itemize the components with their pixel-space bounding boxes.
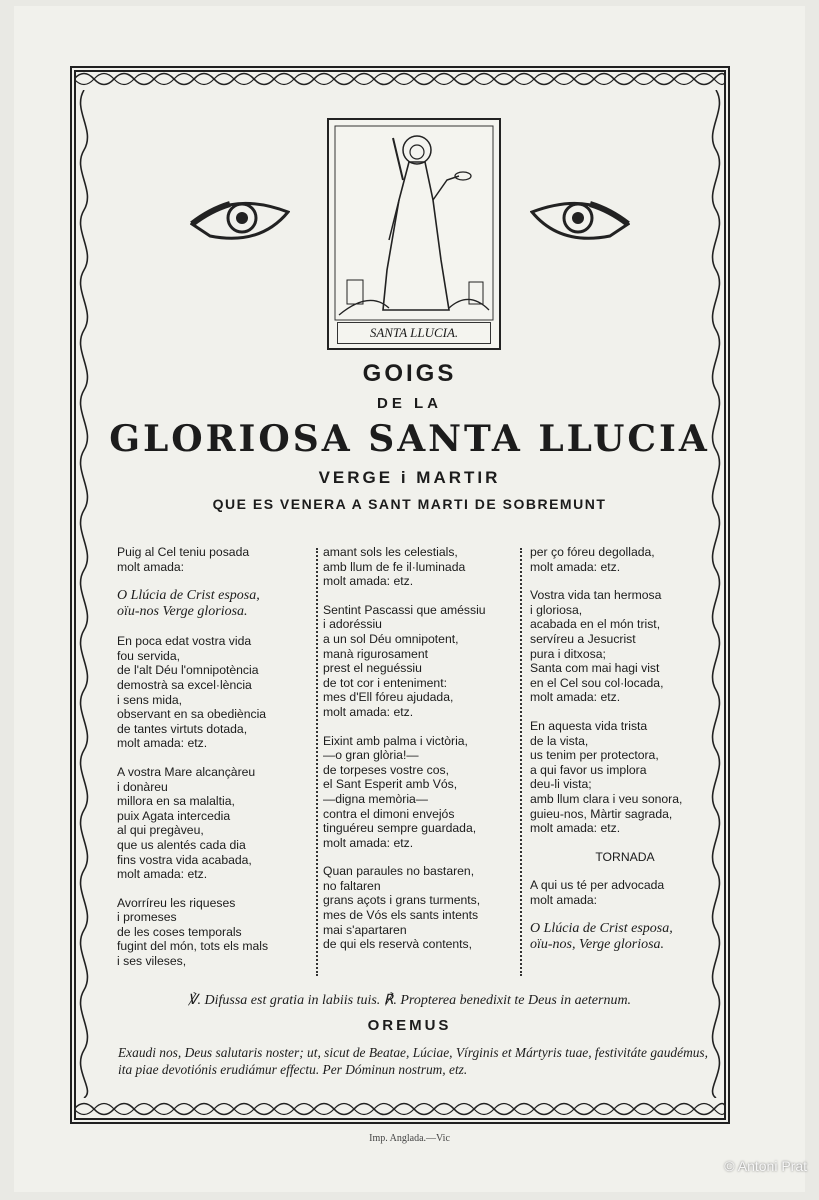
verse-line: mai s'apartaren <box>323 922 407 937</box>
verse-line: de l'alt Déu l'omnipotència <box>117 663 259 678</box>
verse-line: manà rigurosament <box>323 646 428 661</box>
verse-line: oïu-nos, Verge gloriosa. <box>530 937 665 953</box>
verse-line: molt amada: etz. <box>323 574 414 589</box>
versicle-response: ℣. Difussa est gratia in labiis tuis. ℟. Propterea benedixit te Deus in aeternum. <box>187 993 632 1008</box>
stanza-gap <box>117 751 317 765</box>
title-main: GLORIOSA SANTA LLUCIA <box>109 418 710 460</box>
verse-line: oïu-nos Verge gloriosa. <box>117 604 248 620</box>
saint-woodcut-image <box>327 118 501 350</box>
verse-line: —digna memòria— <box>323 791 428 806</box>
verse-line: Eixint amb palma i victòria, <box>323 733 468 748</box>
verse-line: al qui pregàveu, <box>117 823 204 838</box>
stanza-gap <box>117 882 317 896</box>
printer-imprint: Imp. Anglada.—Vic <box>369 1133 450 1144</box>
verse-line: Sentint Pascassi que améssiu <box>323 602 486 617</box>
verse-line: En aquesta vida trista <box>530 718 648 733</box>
column-separator <box>316 548 318 976</box>
stanza-gap <box>530 836 720 850</box>
verse-line: prest el neguéssiu <box>323 661 422 676</box>
verse-line: Puig al Cel teniu posada <box>117 545 250 559</box>
stanza-gap <box>117 620 317 634</box>
title-de-la: DE LA <box>377 395 442 412</box>
verse-line: el Sant Esperit amb Vós, <box>323 777 458 792</box>
stanza-gap <box>323 589 523 603</box>
verse-line: grans açots i grans turments, <box>323 893 481 908</box>
verse-line: i gloriosa, <box>530 602 583 617</box>
stanza-gap <box>117 574 317 588</box>
stanza-gap <box>530 705 720 719</box>
verse-line: de tot cor i enteniment: <box>323 675 447 690</box>
stanza-gap <box>323 850 523 864</box>
stanza-gap <box>530 574 720 588</box>
verse-line: de la vista, <box>530 733 589 748</box>
floral-border-left <box>72 90 96 1098</box>
verse-line: —o gran glòria!— <box>323 748 419 763</box>
verse-line: molt amada: etz. <box>117 736 208 751</box>
verse-column-2 <box>323 545 523 952</box>
verse-line: i promeses <box>117 910 177 925</box>
verse-line: molt amada: <box>530 892 598 907</box>
verse-line: a un sol Déu omnipotent, <box>323 631 459 646</box>
verse-line: i adoréssiu <box>323 617 382 632</box>
stanza-gap <box>323 720 523 734</box>
verse-line: amant sols les celestials, <box>323 545 458 559</box>
verse-line: A qui us té per advocada <box>530 878 665 893</box>
verse-line: molt amada: etz. <box>323 835 414 850</box>
verse-line: us tenim per protectora, <box>530 748 659 763</box>
title-goigs: GOIGS <box>362 360 457 387</box>
verse-line: guieu-nos, Màrtir sagrada, <box>530 806 673 821</box>
verse-line: de qui els reservà contents, <box>323 937 473 952</box>
verse-line: observant en sa obediència <box>117 707 267 722</box>
verse-line: fins vostra vida acabada, <box>117 852 252 867</box>
verse-line: mes de Vós els sants intents <box>323 908 479 923</box>
verse-line: per ço fóreu degollada, <box>530 545 655 559</box>
photo-credit: © Antoni Prat <box>724 1158 807 1174</box>
verse-line: deu-li vista; <box>530 777 592 792</box>
verse-line: amb llum de fe il·luminada <box>323 559 466 574</box>
verse-column-3 <box>530 545 720 953</box>
floral-border-top <box>74 68 726 90</box>
verse-line: que us alentés cada dia <box>117 837 246 852</box>
oremus-heading: OREMUS <box>367 1017 452 1034</box>
verse-line: de les coses temporals <box>117 924 242 939</box>
floral-border-bottom <box>74 1098 726 1120</box>
stanza-gap <box>530 907 720 921</box>
stanza-gap <box>530 864 720 878</box>
verse-line: de tantes virtuts dotada, <box>117 721 248 736</box>
verse-line: molt amada: <box>117 559 185 574</box>
verse-line: a qui favor us implora <box>530 762 647 777</box>
verse-line: mes d'Ell fóreu ajudada, <box>323 690 454 705</box>
verse-line: Vostra vida tan hermosa <box>530 588 662 603</box>
title-location: QUE ES VENERA A SANT MARTI DE SOBREMUNT <box>212 496 607 512</box>
eye-left-icon <box>190 190 290 250</box>
verse-line: en el Cel sou col·locada, <box>530 675 664 690</box>
verse-line: demostrà sa excel·lència <box>117 677 252 692</box>
verse-line: molt amada: etz. <box>117 867 208 882</box>
verse-line: molt amada: etz. <box>530 559 621 574</box>
prayer-text: Exaudi nos, Deus salutaris noster; ut, sicut de Beatae, Lúciae, Vírginis et Mártyris tuae, festivitáte gaudémus, ita piae devotiónis erudiámur effectu. Per Dóminun nostrum, etz. <box>118 1045 708 1077</box>
eye-right-icon <box>530 190 630 250</box>
verse-line: servíreu a Jesucrist <box>530 631 636 646</box>
verse-line: fugint del món, tots els mals <box>117 939 269 954</box>
verse-line: i sens mida, <box>117 692 183 707</box>
verse-line: i donàreu <box>117 779 168 794</box>
column-separator <box>520 548 522 976</box>
verse-line: Santa com mai hagi vist <box>530 661 660 676</box>
verse-line: pura i ditxosa; <box>530 646 606 661</box>
verse-line: O Llúcia de Crist esposa, <box>530 921 673 937</box>
verse-line: acabada en el món trist, <box>530 617 661 632</box>
verse-line: amb llum clara i veu sonora, <box>530 791 683 806</box>
verse-line: Avorríreu les riqueses <box>117 895 236 910</box>
verse-line: tinguéreu sempre guardada, <box>323 821 477 836</box>
verse-line: molt amada: etz. <box>530 821 621 836</box>
verse-line: Quan paraules no bastaren, <box>323 864 475 879</box>
verse-line: TORNADA <box>595 849 655 864</box>
verse-line: puix Agata intercedia <box>117 808 231 823</box>
verse-line: En poca edat vostra vida <box>117 634 252 649</box>
verse-line: A vostra Mare alcançàreu <box>117 764 256 779</box>
verse-line: O Llúcia de Crist esposa, <box>117 588 260 604</box>
verse-line: contra el dimoni envejós <box>323 806 455 821</box>
verse-line: molt amada: etz. <box>323 704 414 719</box>
title-subtitle: VERGE i MARTIR <box>318 468 501 487</box>
verse-line: de torpeses vostre cos, <box>323 762 449 777</box>
verse-column-1 <box>117 545 317 969</box>
verse-line: fou servida, <box>117 648 181 663</box>
verse-line: i ses vileses, <box>117 954 187 969</box>
image-caption: SANTA LLUCIA. <box>337 322 491 344</box>
verse-line: millora en sa malaltia, <box>117 794 235 809</box>
verse-line: molt amada: etz. <box>530 690 621 705</box>
verse-line: no faltaren <box>323 878 381 893</box>
